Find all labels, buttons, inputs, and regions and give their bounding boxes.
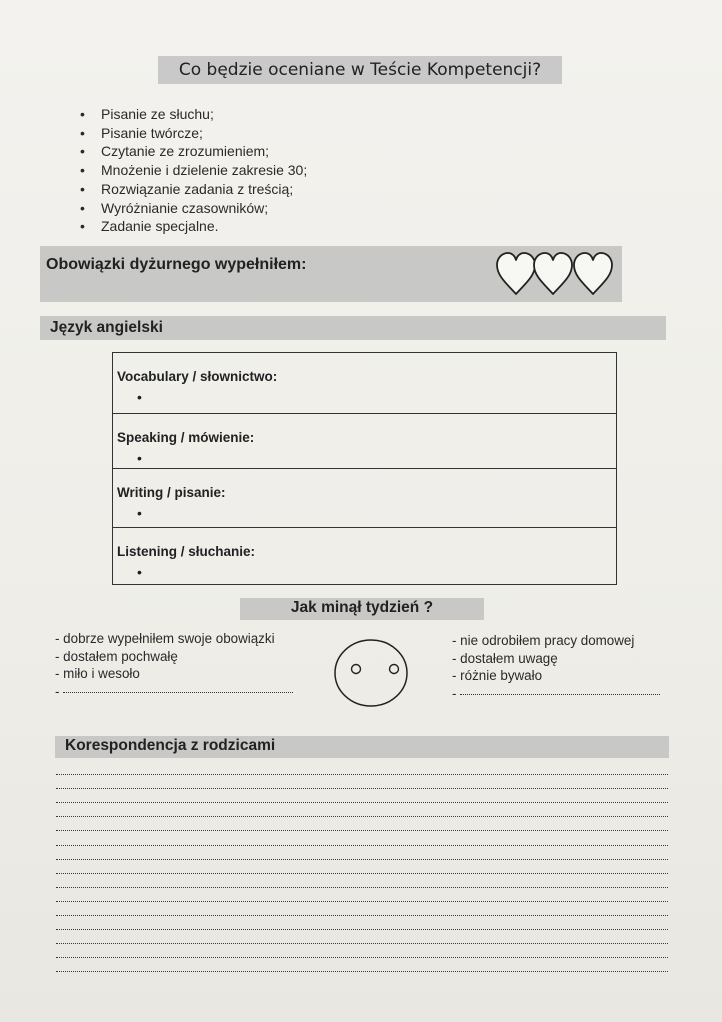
correspondence-writing-area[interactable] — [56, 774, 668, 994]
writing-line[interactable] — [56, 957, 668, 958]
blank-fill-line[interactable] — [460, 694, 660, 695]
list-item: • Mnożenie i dzielenie zakresie 30; — [80, 161, 307, 180]
list-item: - różnie bywało — [452, 668, 543, 683]
writing-line[interactable] — [56, 788, 668, 789]
english-table — [112, 352, 617, 585]
dash: - — [452, 685, 457, 701]
heart-icon[interactable] — [497, 253, 535, 294]
assessment-topics-list — [80, 105, 307, 236]
writing-line[interactable] — [56, 887, 668, 888]
skill-label: Listening / słuchanie: — [117, 544, 256, 559]
skill-label: Vocabulary / słownictwo: — [117, 369, 278, 384]
list-item: • Rozwiązanie zadania z treścią; — [80, 180, 307, 199]
list-item: - nie odrobiłem pracy domowej — [452, 633, 635, 648]
writing-line[interactable] — [56, 971, 668, 972]
writing-line[interactable] — [56, 830, 668, 831]
list-item: - dostałem pochwałę — [55, 648, 178, 664]
list-item: • Zadanie specjalne. — [80, 217, 307, 236]
correspondence-heading: Korespondencja z rodzicami — [65, 737, 276, 754]
list-item — [55, 683, 293, 701]
week-heading: Jak minął tydzień ? — [290, 599, 434, 616]
writing-line[interactable] — [56, 915, 668, 916]
skill-label: Speaking / mówienie: — [117, 430, 255, 445]
bullet: • — [137, 564, 142, 580]
table-row — [113, 353, 616, 414]
hearts-rating — [495, 250, 617, 298]
title-bar — [158, 56, 562, 84]
blank-face-icon[interactable] — [333, 638, 409, 708]
bullet: • — [137, 389, 142, 405]
page-title: Co będzie oceniane w Teście Kompetencji? — [178, 60, 542, 80]
table-row — [113, 528, 616, 585]
positive-options — [55, 630, 293, 700]
list-item: • Pisanie twórcze; — [80, 124, 307, 143]
list-item: - dostałem uwagę — [452, 650, 558, 666]
table-row — [113, 414, 616, 469]
writing-line[interactable] — [56, 816, 668, 817]
english-heading-bar — [40, 316, 666, 340]
writing-line[interactable] — [56, 929, 668, 930]
list-item: - miło i wesoło — [55, 666, 140, 681]
blank-fill-line[interactable] — [63, 692, 293, 693]
english-heading: Język angielski — [50, 319, 163, 336]
writing-line[interactable] — [56, 845, 668, 846]
writing-line[interactable] — [56, 859, 668, 860]
duty-section — [40, 246, 622, 302]
duty-label: Obowiązki dyżurnego wypełniłem: — [46, 256, 307, 273]
list-item: • Czytanie ze zrozumieniem; — [80, 142, 307, 161]
heart-icon[interactable] — [534, 253, 572, 294]
heart-icon[interactable] — [574, 253, 612, 294]
correspondence-heading-bar — [55, 736, 669, 758]
bullet: • — [137, 505, 142, 521]
list-item: • Wyróżnianie czasowników; — [80, 199, 307, 218]
skill-label: Writing / pisanie: — [117, 485, 226, 500]
dash: - — [55, 683, 60, 699]
table-row — [113, 469, 616, 528]
week-heading-bar — [240, 598, 484, 620]
negative-options — [452, 632, 660, 702]
writing-line[interactable] — [56, 873, 668, 874]
bullet: • — [137, 450, 142, 466]
writing-line[interactable] — [56, 802, 668, 803]
writing-line[interactable] — [56, 943, 668, 944]
writing-line[interactable] — [56, 774, 668, 775]
writing-line[interactable] — [56, 901, 668, 902]
list-item: • Pisanie ze słuchu; — [80, 105, 307, 124]
list-item — [452, 685, 660, 703]
list-item: - dobrze wypełniłem swoje obowiązki — [55, 631, 275, 646]
